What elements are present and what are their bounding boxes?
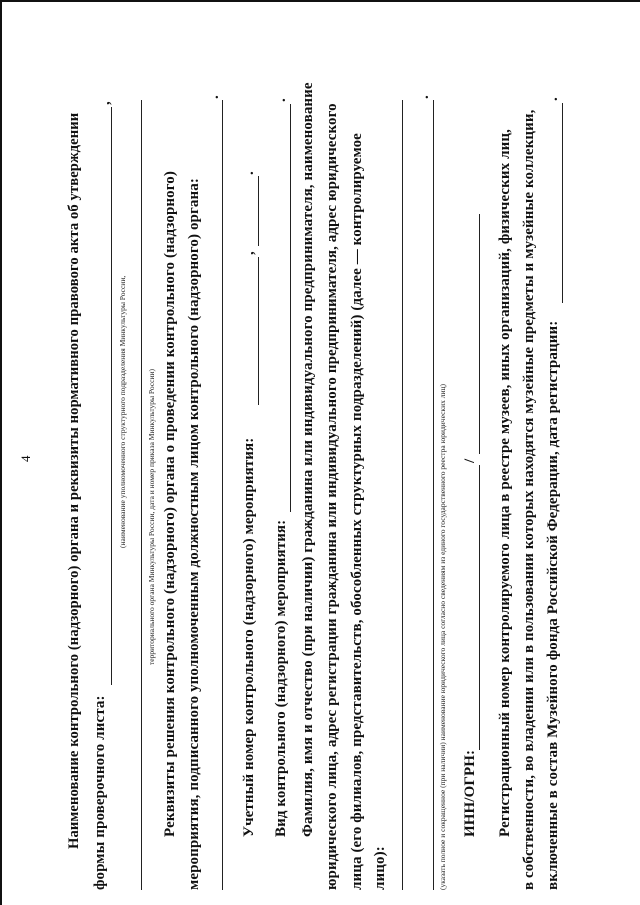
registration-line-1: Регистрационный номер контролируемого лица в реестре музеев, иных организаций, физических лиц, — [497, 129, 513, 837]
requisites-line-2: мероприятия, подписанного уполномоченным должностным лицом контрольного (надзорного) органа: — [186, 178, 202, 890]
underline-blank-2 — [141, 100, 142, 890]
underline-inn — [479, 465, 480, 750]
underline-blank-3 — [222, 100, 223, 890]
registration-line-3: включенные в состав Музейного фонда Российской Федерации, дата регистрации: — [545, 320, 561, 890]
heading-line-2-label: формы проверочного листа: — [92, 695, 108, 890]
underline-registration — [562, 103, 563, 303]
requisites-line-1 — [162, 77, 179, 837]
account-number-label: Учетный номер контрольного (надзорного) мероприятия: — [241, 437, 257, 837]
underline-account-1 — [258, 257, 259, 405]
rotated-document-content — [0, 43, 640, 903]
caption-1: (наименование уполномоченного структурного подразделения Минкультуры России, — [118, 275, 127, 548]
registration-trail: . — [545, 97, 561, 101]
account-number-comma: , — [241, 251, 257, 255]
controlled-person-trail: . — [416, 95, 432, 99]
heading-line-1: Наименование контрольного (надзорного) органа и реквизиты нормативного правового акта об утверждении — [66, 112, 82, 849]
caption-legal-entity: (указать полное и сокращенное (при наличии) наименование юридического лица согласно сведениям из единого государственного реестра юридических лиц) — [438, 384, 447, 890]
controlled-person-line-1: Фамилия, имя и отчество (при наличии) гражданина или индивидуального предпринимателя, наименование — [300, 82, 316, 837]
underline-fill-1 — [111, 107, 112, 685]
controlled-person-line-2: юридического лица, адрес регистрации гражданина или индивидуального предпринимателя, адрес юридического — [324, 103, 340, 890]
underline-event-type — [290, 104, 291, 512]
inn-ogrn-label: ИНН/ОГРН: — [462, 749, 478, 837]
page-number: 4 — [18, 455, 33, 462]
underline-person-2 — [402, 100, 403, 890]
underline-account-2 — [258, 176, 259, 246]
event-type-label: Вид контрольного (надзорного) мероприятия: — [273, 519, 289, 837]
controlled-person-line-3: лица (его филиалов, представительств, обособленных структурных подразделений) (далее — контролируемое — [349, 133, 365, 890]
underline-person-3 — [433, 100, 434, 890]
requisites-line-1-text: Реквизиты решения контрольного (надзорного) органа о проведении контрольного (надзорного) — [162, 171, 178, 837]
account-number-trail: . — [241, 171, 257, 175]
caption-2: территориального органа Минкультуры России, дата и номер приказа Минкультуры России) — [147, 368, 156, 665]
registration-line-2: в собственности, во владении или в пользовании которых находятся музейные предметы и музейные коллекции, — [521, 109, 537, 890]
event-type-trail: . — [273, 98, 289, 102]
underline-ogrn — [479, 214, 480, 454]
heading-trail-1: , — [97, 101, 113, 105]
inn-ogrn-slash: / — [462, 458, 478, 463]
scan-edge-top — [0, 0, 640, 2]
controlled-person-line-4: лицо): — [372, 846, 388, 890]
heading-line-2 — [92, 90, 109, 890]
requisites-trail: . — [206, 95, 222, 99]
